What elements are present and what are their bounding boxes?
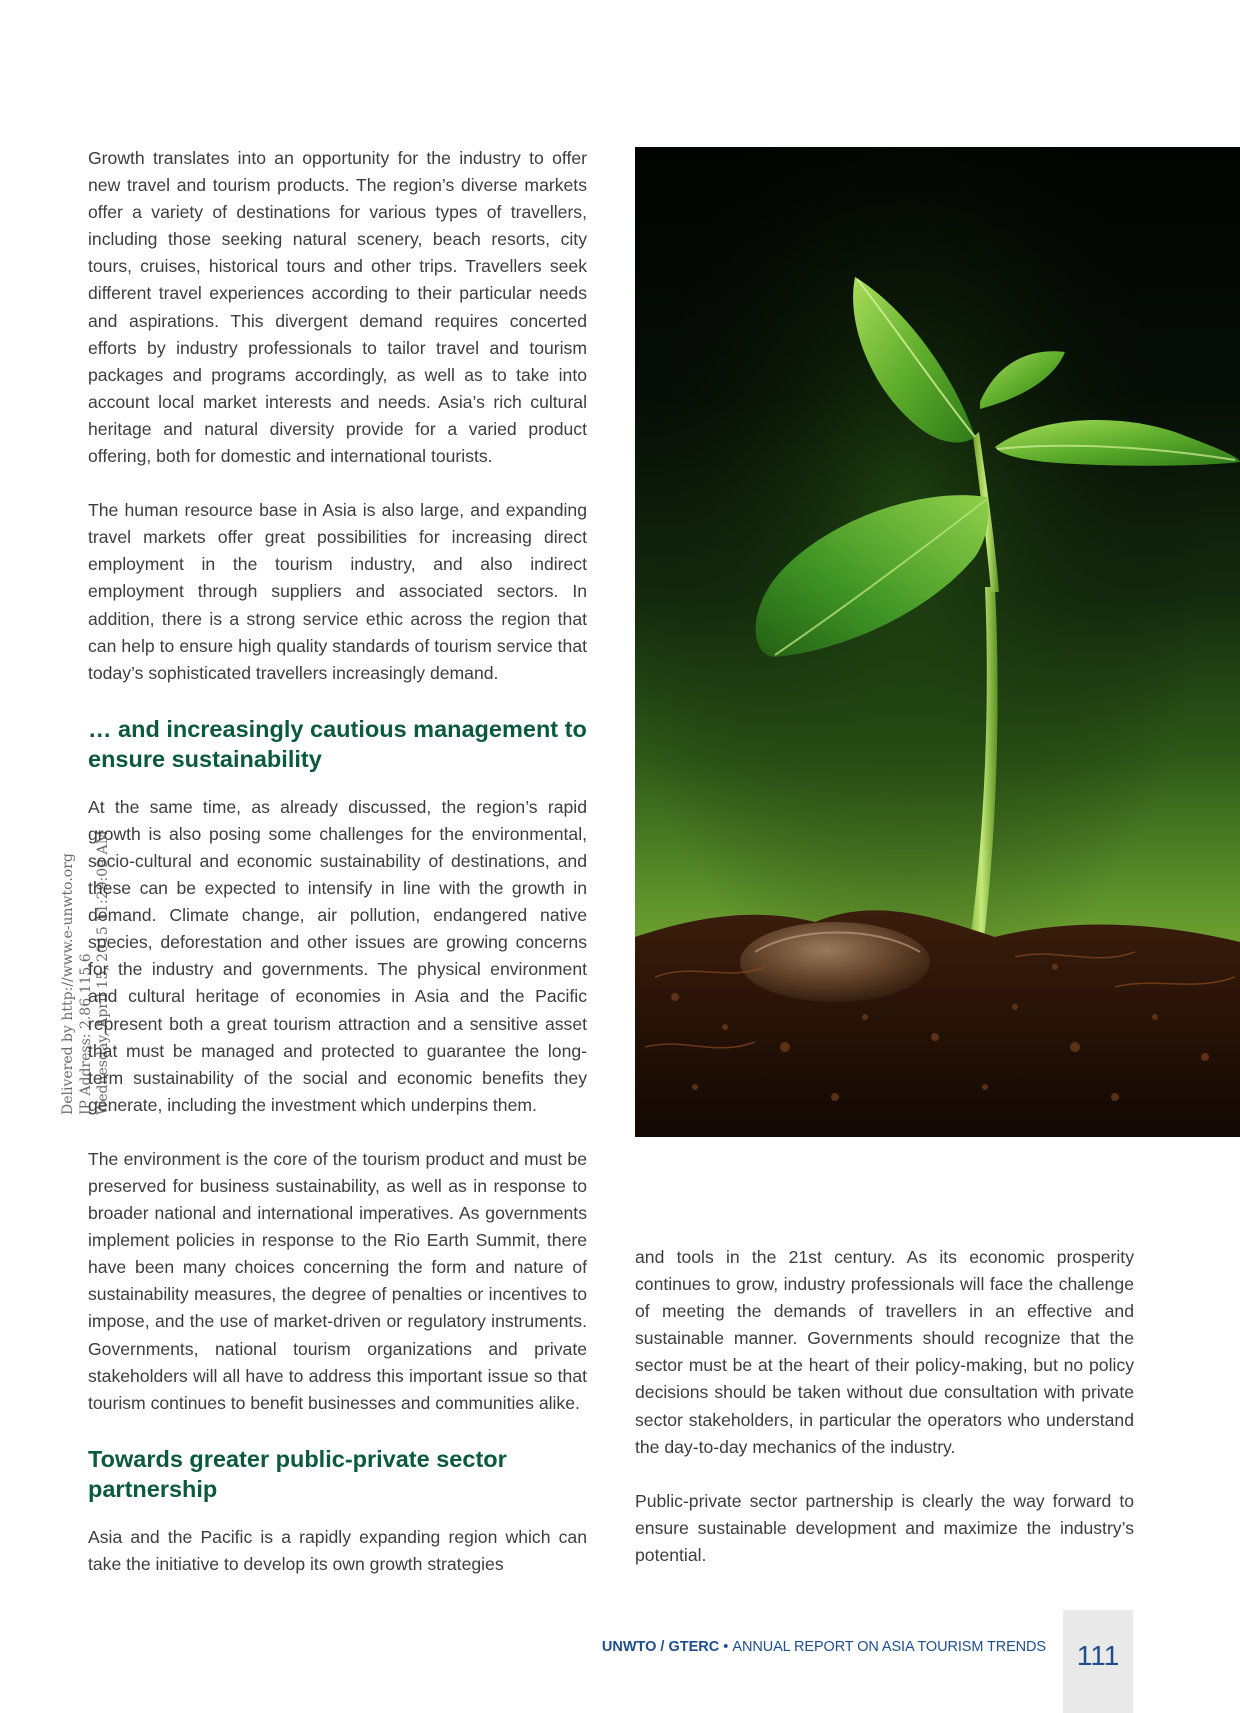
- watermark-line-2: IP Address: 2.86.115.6: [77, 953, 94, 1115]
- right-column: [635, 1244, 1134, 1596]
- running-footer: [602, 1638, 1046, 1656]
- paragraph-asia-pacific-expanding: Asia and the Pacific is a rapidly expanding region which can take the initiative to develop its own growth strategies: [88, 1526, 587, 1574]
- left-column: [88, 145, 587, 1605]
- paragraph-public-private-way-forward: Public-private sector partnership is clearly the way forward to ensure sustainable development and maximize the industry’s potential.: [635, 1490, 1134, 1565]
- seedling-photo: [635, 147, 1240, 1137]
- heading-public-private-partnership: Towards greater public-private sector partnership: [88, 1445, 507, 1502]
- paragraph-growth-opportunity: Growth translates into an opportunity for the industry to offer new travel and tourism products. The region’s diverse markets offer a variety of destinations for various types of travellers, including those seeking natural scenery, beach resorts, city tours, cruises, historical tours and other trips. Travellers seek different travel experiences according to their particular needs and aspirations. This divergent demand requires concerted efforts by industry professionals to tailor travel and tourism packages and programs accordingly, as well as to take into account local market interests and needs. Asia’s rich cultural heritage and natural diversity provide for a varied product offering, both for domestic and international tourists.: [88, 148, 587, 467]
- page-number: 111: [1076, 1640, 1120, 1671]
- page-number-tab: [1063, 1610, 1133, 1713]
- paragraph-human-resource: The human resource base in Asia is also large, and expanding travel markets offer great possibilities for increasing direct employment in the tourism industry, and also indirect employment through suppliers and associated sectors. In addition, there is a strong service ethic across the region that can help to ensure high quality standards of tourism service that today’s sophisticated travellers increasingly demand.: [88, 500, 587, 683]
- footer-separator: •: [719, 1639, 733, 1655]
- watermark-line-1: Delivered by http://www.e-unwto.org: [60, 853, 76, 1115]
- footer-org: UNWTO / GTERC: [601, 1639, 720, 1655]
- watermark-line-3: Wednesday, April 15, 2015 11:29:09 AM: [95, 830, 111, 1115]
- paragraph-tools-21st-century: and tools in the 21st century. As its economic prosperity continues to grow, industry professionals will face the challenge of meeting the demands of travellers in an effective and sustainable manner. Governments should recognize that the sector must be at the heart of their policy-making, but no policy decisions should be taken without due consultation with private sector stakeholders, in particular the operators who understand the day-to-day mechanics of the industry.: [635, 1247, 1134, 1457]
- paragraph-sustainability-challenges: At the same time, as already discussed, the region’s rapid growth is also posing some challenges for the environmental, socio-cultural and economic sustainability of destinations, and these can be expected to intensify in line with the growth in demand. Climate change, air pollution, endangered native species, deforestation and other issues are growing concerns for the industry and governments. The physical environment and cultural heritage of economies in Asia and the Pacific represent both a great tourism attraction and a sensitive asset that must be managed and protected to guarantee the long-term sustainability of the social and economic benefits they generate, including the investment which underpins them.: [88, 796, 587, 1115]
- paragraph-environment-core: The environment is the core of the tourism product and must be preserved for business sustainability, as well as in response to broader national and international imperatives. As governments implement policies in response to the Rio Earth Summit, there have been many choices concerning the form and nature of sustainability measures, the degree of penalties or incentives to impose, and the use of market-driven or regulatory instruments. Governments, national tourism organizations and private stakeholders will all have to address this important issue so that tourism continues to benefit businesses and communities alike.: [88, 1148, 587, 1413]
- footer-report-title: ANNUAL REPORT ON ASIA TOURISM TRENDS: [732, 1639, 1046, 1655]
- heading-cautious-management: … and increasingly cautious management to ensure sustainability: [88, 715, 587, 772]
